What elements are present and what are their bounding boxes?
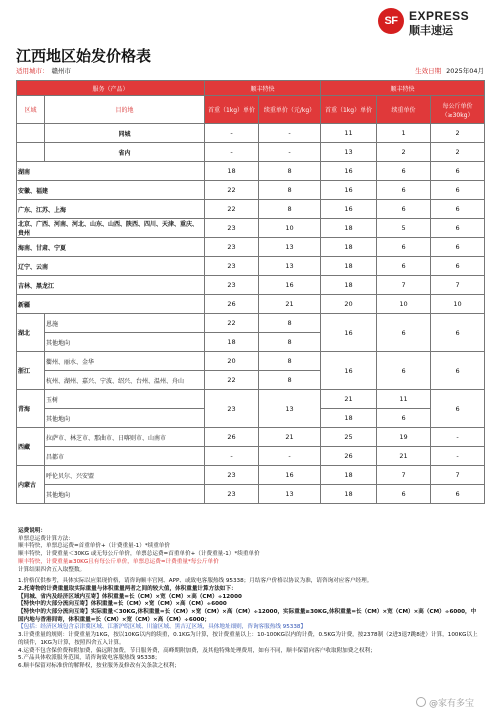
city-value: 赣州市	[51, 67, 71, 75]
table-row	[17, 219, 485, 238]
sf-logo-mark: SF	[378, 8, 404, 34]
table-cell: 13	[259, 238, 321, 257]
table-cell: 6	[431, 238, 485, 257]
table-cell: 2	[431, 143, 485, 162]
table-cell: 6	[377, 162, 431, 181]
note-3: 【同城、省内及经济区域内互寄】体积重量=长（CM）×宽（CM）×高（CM）÷12000	[18, 593, 242, 600]
region-zhejiang: 浙江	[17, 352, 45, 390]
cell: -	[205, 447, 259, 466]
table-cell: 18	[321, 276, 377, 295]
table-cell: 6	[431, 219, 485, 238]
table-cell: 8	[259, 162, 321, 181]
price-sheet	[10, 8, 490, 711]
table-cell: 16	[321, 200, 377, 219]
table-cell: 6	[431, 162, 485, 181]
table-cell: 6	[431, 200, 485, 219]
cell: 23	[205, 390, 259, 428]
cell: 18	[321, 466, 377, 485]
table-cell: 11	[321, 124, 377, 143]
notes-section	[18, 528, 480, 671]
note-5: 【特快中的大部分流向互寄】实际重量＜30KG,体积重量=长（CM）×宽（CM）×高（CM）÷12000，实际重量≥30KG,体积重量=长（CM）×宽（CM）×高（CM）÷6000，中国内地与香港间寄，体积重量=长（CM）×宽（CM）×高（CM）÷6000；	[18, 609, 477, 623]
table-cell: 22	[205, 200, 259, 219]
header-first-weight-b: 首重（1kg）单价	[321, 96, 377, 124]
table-cell: 23	[205, 238, 259, 257]
price-table	[16, 80, 485, 504]
table-cell: 1	[377, 124, 431, 143]
formula-line-1: 顺丰特快，单票总运费=首重单价+（计费重量-1）*续重单价	[18, 543, 170, 550]
cell: 8	[259, 371, 321, 390]
table-cell: 18	[321, 257, 377, 276]
table-cell: 23	[205, 276, 259, 295]
cell: 13	[259, 390, 321, 428]
table-row	[17, 295, 485, 314]
dest-neimeng-other: 其他地向	[45, 485, 205, 504]
cell: 26	[205, 428, 259, 447]
cell: 25	[321, 428, 377, 447]
table-cell: 10	[259, 219, 321, 238]
table-cell	[17, 143, 45, 162]
watermark-text: @家有多宝	[428, 699, 474, 709]
table-cell: -	[205, 124, 259, 143]
table-cell: 13	[321, 143, 377, 162]
table-cell: 16	[321, 162, 377, 181]
dest-qinghai-other: 其他地向	[45, 409, 205, 428]
page-title: 江西地区始发价格表	[16, 47, 152, 65]
cell: 6	[377, 485, 431, 504]
table-cell: 6	[377, 181, 431, 200]
cell: 16	[321, 352, 377, 390]
table-cell: 5	[377, 219, 431, 238]
cell: 18	[205, 333, 259, 352]
dest-changdu: 昌都市	[45, 447, 205, 466]
table-cell: 辽宁、云南	[17, 257, 205, 276]
watermark-icon	[416, 697, 426, 707]
table-cell: 6	[377, 257, 431, 276]
formula-line-2: 顺丰特快，计费重量＜30KG 或无每公斤单价，单票总运费=首重单价+（计费重量-1）*续重单价	[18, 551, 260, 558]
table-cell: 6	[377, 238, 431, 257]
table-cell: 湖南	[17, 162, 205, 181]
dest-hubei-other: 其他地向	[45, 333, 205, 352]
cell: 21	[377, 447, 431, 466]
cell: 7	[431, 466, 485, 485]
table-cell: 21	[259, 295, 321, 314]
table-cell: 13	[259, 257, 321, 276]
cell: 18	[321, 485, 377, 504]
cell: 16	[259, 466, 321, 485]
cell: 23	[205, 466, 259, 485]
cell: 6	[431, 390, 485, 428]
table-cell: 2	[377, 143, 431, 162]
table-cell: 26	[205, 295, 259, 314]
table-cell: 23	[205, 219, 259, 238]
sf-express-logo	[378, 8, 490, 38]
header-next-weight-a: 续重单价（元/kg）	[259, 96, 321, 124]
header-product-a: 顺丰特快	[205, 81, 321, 96]
cell: 8	[259, 314, 321, 333]
cell: 23	[205, 485, 259, 504]
table-cell: 安徽、福建	[17, 181, 205, 200]
table-row	[17, 143, 485, 162]
header-per-kg: 每公斤单价（≥30kg）	[431, 96, 485, 124]
table-cell: 23	[205, 257, 259, 276]
effective-label: 生效日期	[415, 67, 442, 75]
cell: -	[259, 447, 321, 466]
table-cell: 18	[205, 162, 259, 181]
table-cell: 20	[321, 295, 377, 314]
region-hubei: 湖北	[17, 314, 45, 352]
table-row	[17, 276, 485, 295]
cell: 21	[259, 428, 321, 447]
dest-lhasa: 拉萨市、林芝市、那曲市、日喀则市、山南市	[45, 428, 205, 447]
cell: 18	[321, 409, 377, 428]
cell: -	[431, 447, 485, 466]
cell: 6	[377, 352, 431, 390]
table-cell: 18	[321, 219, 377, 238]
table-cell: 8	[259, 200, 321, 219]
cell: -	[431, 428, 485, 447]
table-cell: 2	[431, 124, 485, 143]
table-row	[17, 200, 485, 219]
note-7: 3.计费重量的规则：计费重量为1KG，按以10KG以内的续重，0.1KG为计算，按计费重量以上：10-100KG以内的计费，0.5KG为计费，按2378制（2进3退7跳8进）计算，100KG以上的续件，1KG为计算，按照四舍五入计算。	[18, 632, 478, 646]
cell: 26	[321, 447, 377, 466]
table-row	[17, 162, 485, 181]
table-cell: 6	[431, 257, 485, 276]
region-neimenggu: 内蒙古	[17, 466, 45, 504]
table-cell: 7	[377, 276, 431, 295]
header-destination: 目的地	[45, 96, 205, 124]
cell: 11	[377, 390, 431, 409]
dest-yushu: 玉树	[45, 390, 205, 409]
note-9: 5.产品具体收派服务范围，请咨询致电客服热线 95338；	[18, 655, 161, 662]
cell: 20	[205, 352, 259, 371]
header-region: 区域	[17, 96, 45, 124]
table-cell: 18	[321, 238, 377, 257]
table-cell: 16	[321, 181, 377, 200]
cell: 21	[321, 390, 377, 409]
table-cell: 10	[431, 295, 485, 314]
table-cell: 8	[259, 181, 321, 200]
formula-line-4: 计算结果四舍五入取整数。	[18, 566, 86, 573]
table-cell: 16	[259, 276, 321, 295]
note-6: 【包括：经济区域包含京津冀区域、江浙沪皖区域、川渝区域、黑吉辽区域，具体地址细则，咨询客服热线 95338】	[18, 624, 307, 631]
cell: 6	[377, 314, 431, 352]
effective-date	[415, 66, 484, 75]
region-xizang: 西藏	[17, 428, 45, 466]
header-next-weight-b: 续重单价	[377, 96, 431, 124]
cell: 8	[259, 352, 321, 371]
effective-value: 2025年04月	[446, 67, 484, 75]
table-cell: 7	[431, 276, 485, 295]
notes-heading: 运费说明：	[18, 528, 46, 534]
header-first-weight-a: 首重（1kg）单价	[205, 96, 259, 124]
cell: 6	[377, 409, 431, 428]
table-row	[17, 238, 485, 257]
dest-hangzhou: 杭州、湖州、嘉兴、宁波、绍兴、台州、温州、舟山	[45, 371, 205, 390]
table-cell: 吉林、黑龙江	[17, 276, 205, 295]
cell: 6	[431, 485, 485, 504]
note-1: 1.价格仅供参考，具体实际以应渠现价格，请咨询顺丰官网、APP、或致电客服热线 95338；月结客户价格以协议为准，请咨询对应客户经理。	[18, 578, 373, 585]
table-cell: 新疆	[17, 295, 205, 314]
brand-name-cn: 顺丰速运	[409, 24, 453, 37]
formula-heading: 单票总运费计算方法：	[18, 535, 74, 542]
dest-quzhou: 衢州、丽水、金华	[45, 352, 205, 371]
cell: 13	[259, 485, 321, 504]
cell: 6	[431, 352, 485, 390]
dest-enshi: 恩施	[45, 314, 205, 333]
header-product-b: 顺丰特快	[321, 81, 485, 96]
cell: 8	[259, 333, 321, 352]
note-2: 2.托寄物的计费重量取实际重量与体积重量两者之间的较大值，体积重量计算方法如下：	[18, 585, 237, 592]
table-cell: 22	[205, 181, 259, 200]
table-cell: -	[259, 124, 321, 143]
formula-line-3: 顺丰特快，计费重量≥30KG且有每公斤单价，单票总运费=计费重量*每公斤单价	[18, 558, 219, 565]
region-qinghai: 青海	[17, 390, 45, 428]
brand-name-en: EXPRESS	[409, 9, 470, 23]
cell: 19	[377, 428, 431, 447]
note-4: 【特快中的大部分流向互寄】体积重量=长（CM）×宽（CM）×高（CM）÷6000	[18, 601, 227, 608]
table-cell: 同城	[45, 124, 205, 143]
table-row	[17, 124, 485, 143]
cell: 22	[205, 314, 259, 333]
table-cell: 海南、甘肃、宁夏	[17, 238, 205, 257]
watermark	[416, 696, 474, 709]
table-cell: 6	[431, 181, 485, 200]
city-label: 适用城市：	[16, 67, 49, 75]
table-cell	[17, 124, 45, 143]
header-service: 服务（产品）	[17, 81, 205, 96]
cell: 22	[205, 371, 259, 390]
table-cell: -	[205, 143, 259, 162]
table-cell: 省内	[45, 143, 205, 162]
table-cell: 北京、广西、河南、河北、山东、山西、陕西、四川、天津、重庆、贵州	[17, 219, 205, 238]
table-row	[17, 257, 485, 276]
table-cell: 10	[377, 295, 431, 314]
table-cell: 6	[377, 200, 431, 219]
note-8: 4.运费不包含保价费和附加费，偏远附加费，节日服务费，高峰期附加费，及其他特殊处理费用，如有不同，顺丰保留向客户收取附加费之权利；	[18, 647, 376, 654]
table-cell: -	[259, 143, 321, 162]
dest-hulunbeier: 呼伦贝尔、兴安盟	[45, 466, 205, 485]
table-cell: 广东、江苏、上海	[17, 200, 205, 219]
cell: 7	[377, 466, 431, 485]
note-10: 6.顺丰保留对标准价的解释权，按业服务及修改有关条款之权利；	[18, 662, 180, 669]
cell: 16	[321, 314, 377, 352]
cell: 6	[431, 314, 485, 352]
table-row	[17, 181, 485, 200]
meta-row	[16, 66, 484, 78]
